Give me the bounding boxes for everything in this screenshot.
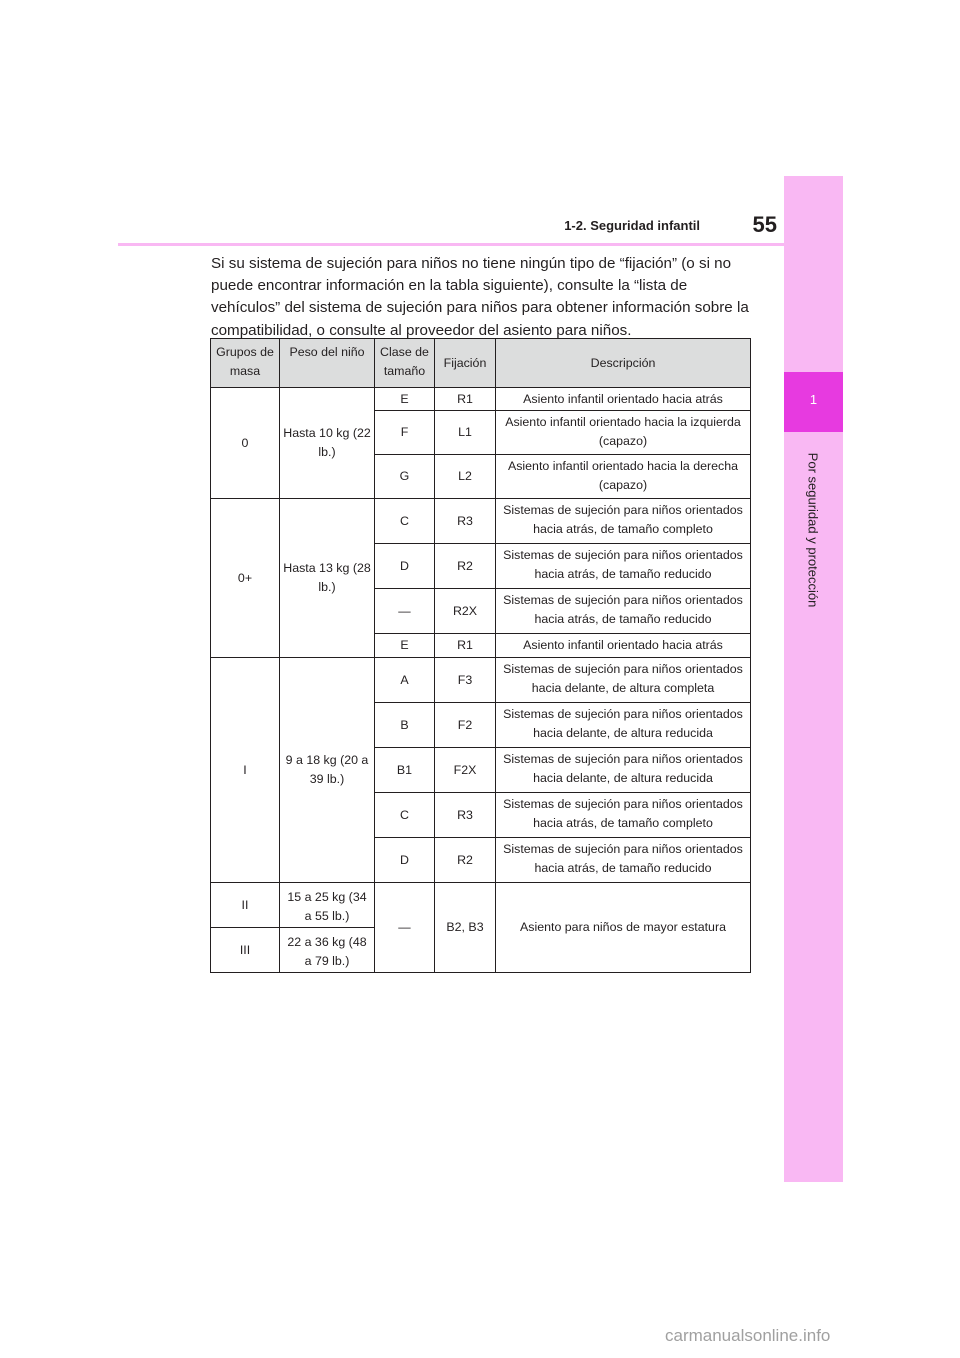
header-rule: [118, 243, 784, 246]
chapter-title: Por seguridad y protección: [805, 452, 821, 608]
size-class-cell: F: [375, 411, 435, 455]
fixture-cell: F3: [435, 658, 496, 703]
mass-group-cell: II: [211, 883, 280, 928]
weight-cell: Hasta 10 kg (22 lb.): [280, 388, 375, 499]
fixture-cell: F2: [435, 703, 496, 748]
fixture-cell: R2: [435, 544, 496, 589]
mass-group-cell: III: [211, 928, 280, 973]
weight-cell: Hasta 13 kg (28 lb.): [280, 499, 375, 658]
fixture-cell: R1: [435, 634, 496, 658]
page-number: 55: [752, 212, 777, 237]
fixture-cell: R2: [435, 838, 496, 883]
size-class-cell: E: [375, 634, 435, 658]
size-class-cell: E: [375, 388, 435, 411]
weight-cell: 15 a 25 kg (34 a 55 lb.): [280, 883, 375, 928]
description-cell: Asiento infantil orientado hacia atrás: [496, 388, 751, 411]
mass-group-cell: I: [211, 658, 280, 883]
table-row: [211, 883, 751, 928]
chapter-side-tab: [784, 176, 843, 1182]
description-cell: Sistemas de sujeción para niños orientados hacia atrás, de tamaño completo: [496, 793, 751, 838]
size-class-cell: D: [375, 838, 435, 883]
fixture-cell: R1: [435, 388, 496, 411]
header-description: Descripción: [496, 339, 751, 388]
description-cell: Sistemas de sujeción para niños orientados hacia delante, de altura completa: [496, 658, 751, 703]
size-class-cell: B1: [375, 748, 435, 793]
size-class-cell: A: [375, 658, 435, 703]
size-class-cell: G: [375, 455, 435, 499]
size-class-cell: C: [375, 793, 435, 838]
table-header-row: [211, 339, 751, 388]
weight-cell: 9 a 18 kg (20 a 39 lb.): [280, 658, 375, 883]
fixture-cell: R3: [435, 499, 496, 544]
section-title: 1-2. Seguridad infantil: [564, 218, 700, 233]
mass-group-table: [210, 338, 751, 973]
fixture-cell: R3: [435, 793, 496, 838]
weight-cell: 22 a 36 kg (48 a 79 lb.): [280, 928, 375, 973]
fixture-cell: R2X: [435, 589, 496, 634]
description-cell: Asiento para niños de mayor estatura: [496, 883, 751, 973]
header-child-weight: Peso del niño: [280, 339, 375, 388]
size-class-cell: D: [375, 544, 435, 589]
fixture-cell: L1: [435, 411, 496, 455]
size-class-cell: —: [375, 589, 435, 634]
mass-group-cell: 0+: [211, 499, 280, 658]
fixture-cell: F2X: [435, 748, 496, 793]
description-cell: Sistemas de sujeción para niños orientados hacia delante, de altura reducida: [496, 748, 751, 793]
header-fixture: Fijación: [435, 339, 496, 388]
chapter-number: 1: [784, 372, 843, 432]
description-cell: Sistemas de sujeción para niños orientados hacia atrás, de tamaño completo: [496, 499, 751, 544]
mass-group-cell: 0: [211, 388, 280, 499]
description-cell: Asiento infantil orientado hacia la izquierda (capazo): [496, 411, 751, 455]
fixture-cell: B2, B3: [435, 883, 496, 973]
fixture-cell: L2: [435, 455, 496, 499]
intro-paragraph: Si su sistema de sujeción para niños no tiene ningún tipo de “fijación” (o si no puede encontrar información en la tabla siguiente), consulte la “lista de vehículos” del sistema de sujeción para niños para obtener información sobre la compatibilidad, o consulte al proveedor del asiento para niños.: [211, 255, 749, 339]
description-cell: Sistemas de sujeción para niños orientados hacia atrás, de tamaño reducido: [496, 838, 751, 883]
size-class-cell: —: [375, 883, 435, 973]
description-cell: Asiento infantil orientado hacia la derecha (capazo): [496, 455, 751, 499]
size-class-cell: B: [375, 703, 435, 748]
description-cell: Sistemas de sujeción para niños orientados hacia atrás, de tamaño reducido: [496, 589, 751, 634]
size-class-cell: C: [375, 499, 435, 544]
description-cell: Sistemas de sujeción para niños orientados hacia delante, de altura reducida: [496, 703, 751, 748]
table-row: [211, 388, 751, 411]
header-mass-group: Grupos de masa: [211, 339, 280, 388]
description-cell: Sistemas de sujeción para niños orientados hacia atrás, de tamaño reducido: [496, 544, 751, 589]
table-row: [211, 658, 751, 703]
watermark: carmanualsonline.info: [665, 1326, 831, 1345]
header-size-class: Clase de tamaño: [375, 339, 435, 388]
description-cell: Asiento infantil orientado hacia atrás: [496, 634, 751, 658]
table-row: [211, 499, 751, 544]
